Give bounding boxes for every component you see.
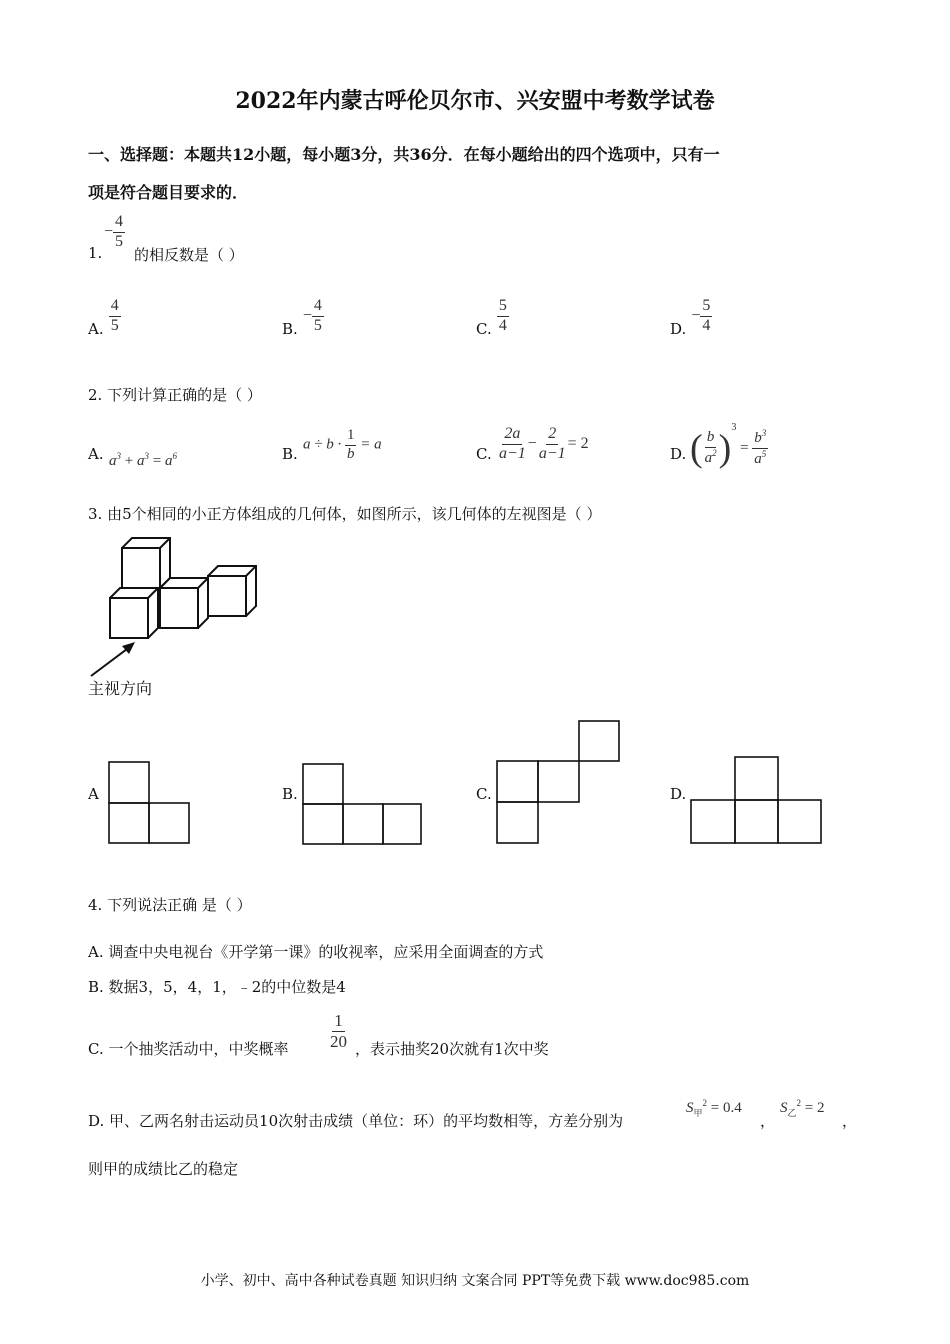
q1-number: 1.	[88, 244, 103, 262]
q2-a-plus: +	[121, 453, 137, 469]
q4-d-exp1: 2	[702, 1098, 708, 1108]
q1-stem: 的相反数是（ ）	[134, 246, 244, 264]
q4-stem: 4. 下列说法正确 是（ ）	[88, 896, 252, 914]
q2-d-equals: =	[740, 440, 749, 456]
q1-option-b	[282, 298, 324, 338]
q1-option-d-sign: −	[691, 306, 701, 324]
q2-a-equals: =	[148, 453, 165, 469]
q3-option-c-label: C.	[476, 785, 492, 803]
q2-option-d-label: D.	[670, 445, 687, 463]
q3-option-b-label: B.	[282, 785, 298, 803]
q4-c-num: 1	[334, 1011, 343, 1030]
q1-option-d-label: D.	[670, 319, 687, 338]
page-title: 2022年内蒙古呼伦贝尔市、兴安盟中考数学试卷	[235, 88, 715, 114]
q1-option-a-label: A.	[88, 319, 104, 338]
q2-option-a-label: A.	[88, 445, 104, 463]
q1-option-c-label: C.	[476, 319, 492, 338]
q2-option-a-expr	[109, 451, 177, 470]
q3-figure-caption: 主视方向	[88, 679, 153, 698]
q2-d-inner-den-exp: 2	[712, 448, 717, 459]
q4-d-s1: S	[686, 1100, 694, 1116]
q1-option-c-den: 4	[498, 316, 507, 334]
q2-c-post: = 2	[567, 434, 589, 452]
q4-d-val1: = 0.4	[707, 1100, 742, 1116]
q2-a-exp3: 6	[172, 451, 177, 461]
q4-option-b: B. 数据3，5，4，1，﹣2的中位数是4	[88, 978, 346, 996]
q4-option-d-prefix: D. 甲、乙两名射击运动员10次射击成绩（单位：环）的平均数相等，方差分别为	[88, 1112, 624, 1130]
q2-a-base3: a	[164, 453, 173, 469]
page-footer: 小学、初中、高中各种试卷真题 知识归纳 文案合同 PPT等免费下载 www.doc985.com	[200, 1273, 750, 1289]
q4-option-c-fraction	[328, 1012, 349, 1051]
q1-option-b-num: 4	[312, 298, 324, 317]
q1-option-d-den: 4	[702, 316, 711, 334]
q2-option-c-label: C.	[476, 445, 492, 463]
q4-option-d-comma2: ，	[842, 1112, 858, 1130]
q2-a-base1: a	[109, 453, 117, 469]
q1-option-a-den: 5	[110, 316, 119, 334]
q2-d-inner-den: a	[704, 450, 713, 467]
q1-fraction	[104, 214, 125, 251]
q4-d-sub2: 乙	[787, 1109, 797, 1119]
q2-option-c-expr	[497, 426, 589, 463]
q1-option-d-num: 5	[700, 298, 712, 317]
q1-frac-den: 5	[115, 232, 124, 250]
q1-option-c	[476, 298, 509, 338]
q4-option-c-suffix: ，表示抽奖20次就有1次中奖	[355, 1040, 549, 1058]
q2-d-result-num-exp: 3	[761, 428, 767, 439]
q2-c-minus: −	[527, 434, 537, 452]
q2-a-exp1: 3	[116, 451, 121, 461]
q3-cube-figure	[105, 534, 285, 659]
q1-option-a	[88, 298, 121, 338]
q4-option-c-prefix: C. 一个抽奖活动中，中奖概率	[88, 1040, 289, 1058]
q1-option-b-label: B.	[282, 319, 298, 338]
q1-option-a-num: 4	[109, 298, 121, 317]
q2-d-inner-num: b	[705, 430, 717, 448]
q4-option-d-variance-b	[780, 1098, 824, 1119]
q1-option-c-num: 5	[497, 298, 509, 317]
q2-a-base2: a	[136, 453, 145, 469]
q1-frac-sign: −	[104, 222, 114, 240]
q4-option-d-line2: 则甲的成绩比乙的稳定	[88, 1160, 239, 1178]
q3-option-a-label: A	[88, 785, 99, 803]
q2-c-den2: a−1	[538, 444, 566, 462]
q1-frac-num: 4	[113, 214, 125, 233]
q2-c-den1: a−1	[499, 444, 526, 462]
q3-option-d-view	[690, 756, 824, 846]
q4-option-a: A. 调查中央电视台《开学第一课》的收视率，应采用全面调查的方式	[88, 943, 544, 961]
q4-option-d-comma1: ，	[760, 1112, 776, 1130]
q4-option-d-variance-a	[686, 1098, 742, 1119]
q4-d-val2: = 2	[801, 1100, 825, 1116]
q2-option-b-expr	[303, 428, 382, 463]
q1-option-b-den: 5	[313, 316, 322, 334]
section-heading-line2: 项是符合题目要求的．	[88, 183, 249, 202]
q2-a-exp2: 3	[144, 451, 149, 461]
q2-b-pre: a ÷ b ·	[303, 436, 342, 453]
q2-option-b-label: B.	[282, 445, 298, 463]
q2-b-post: = a	[360, 436, 382, 453]
q2-d-result-den-exp: 5	[761, 449, 767, 460]
q1-option-d	[670, 298, 712, 338]
q2-option-d-expr: ( $\frac{b}{a^2}$ )$^3$ = $\frac{b^3}{a^5}$	[690, 422, 767, 470]
q2-c-num1: 2a	[502, 426, 522, 445]
q4-c-den: 20	[330, 1031, 347, 1051]
q4-d-s2: S	[780, 1100, 788, 1116]
q2-d-outer-exp: 3	[731, 422, 737, 433]
q2-b-num: 1	[345, 428, 357, 446]
q3-option-d-label: D.	[670, 785, 687, 803]
q2-c-num2: 2	[546, 426, 558, 445]
q1-option-b-sign: −	[302, 306, 312, 324]
q4-d-exp2: 2	[796, 1098, 802, 1108]
q4-d-sub1: 甲	[693, 1109, 703, 1119]
q3-stem: 3. 由5个相同的小正方体组成的几何体，如图所示，该几何体的左视图是（ ）	[88, 505, 602, 523]
q3-option-b-view	[302, 763, 424, 847]
q2-d-result-den: a	[754, 451, 762, 468]
q3-option-a-view	[108, 761, 192, 845]
q2-b-den: b	[346, 445, 355, 462]
q3-option-c-view	[496, 720, 622, 846]
q2-stem: 2. 下列计算正确的是（ ）	[88, 386, 262, 404]
section-heading-line1: 一、选择题：本题共12小题，每小题3分，共36分．在每小题给出的四个选项中，只有一	[88, 145, 720, 164]
q2-d-result-num: b	[754, 430, 762, 447]
